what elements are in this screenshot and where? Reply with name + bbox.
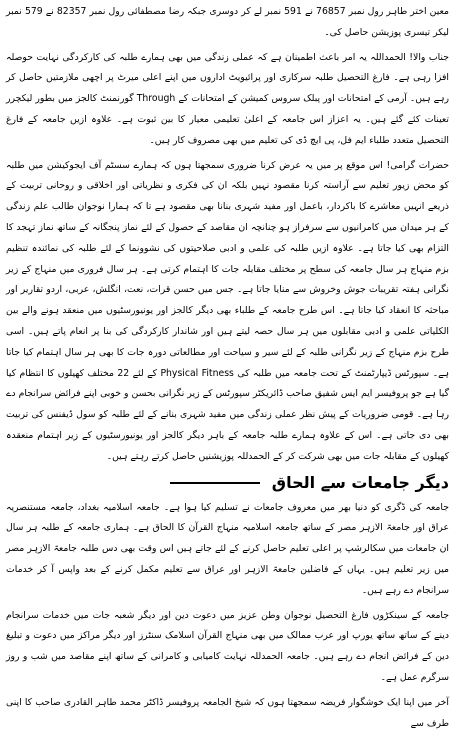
heading-underline [170,482,260,484]
paragraph: معین اختر طاہر رول نمبر 76857 نے 591 نمبر لے کر دوسری جبکہ رضا مصطفائی رول نمبر 82357 نے 579 نمبر لیکر تیسری پوزیشن حاصل کی۔ [6,6,449,38]
paragraph: آخر میں اپنا ایک خوشگوار فریضہ سمجھتا ہوں کہ شیخ الجامعہ پروفیسر ڈاکٹر محمد طاہر القادری صاحب کا اپنی طرف سے [6,696,449,729]
section-heading-text: دیگر جامعات سے الحاق [271,472,449,492]
paragraph: جناب والا! الحمداللہ یہ امر باعث اطمینان ہے کہ عملی زندگی میں بھی ہمارے طلبہ کی کارکردگی نہایت حوصلہ افزا رہی ہے۔ فارغ التحصیل طلبہ سرکاری اور پرائیویٹ اداروں میں اپنے اعلی میرٹ پر اچھی ملازمتیں حاصل کر رہے ہیں۔ آرمی کے امتحانات اور پبلک سروس کمیشن کے امتحانات کے Through گورنمنٹ کالجز میں بطور لیکچرر تعینات کئے گئے ہیں۔ یہ اعزاز اس جامعہ کے اعلیٰ تعلیمی معیار کا بین ثبوت ہے۔ علاوہ ازیں جامعہ کے فارغ التحصیل متعدد طلباء ایم فل، پی ایچ ڈی کی تعلیم میں بھی مصروف کار ہیں۔ [6,51,449,146]
paragraph: جامعہ کی ڈگری کو دنیا بھر میں معروف جامعات نے تسلیم کیا ہوا ہے۔ جامعہ اسلامیہ بغداد، جامعہ مستنصریہ عراق اور جامعۃ الازہر مصر کے ساتھ جامعہ اسلامیہ منہاج القرآن کا الحاق ہے۔ ہماری جامعہ کے طلبہ ہر سال ان جامعات میں سکالرشپ پر اعلی تعلیم حاصل کرنے کے لئے جاتے ہیں اس وقت بھی دس طلبہ جامعۃ الازہر مصر میں زیر تعلیم ہیں۔ یہاں کے فاضلین جامعۃ الازہر اور عراق سے تعلیم مکمل کرنے کے بعد واپس آ کر خدمات سرانجام دے رہے ہیں۔ [6,501,449,596]
paragraph: جامعہ کے سینکڑوں فارغ التحصیل نوجوان وطن عزیز میں دعوت دین اور دیگر شعبہ جات میں خدمات سرانجام دینے کے ساتھ ساتھ یورپ اور عرب ممالک میں بھی منہاج القرآن اسلامک سنٹرز اور دیگر مراکز میں دعوت و تبلیغ دین کے فرائض انجام دے رہے ہیں۔ جامعہ الحمدللہ نہایت کامیابی و کامرانی کے ساتھ اپنے مقاصد میں شب و روز سرگرم عمل ہے۔ [6,609,449,683]
section-heading [6,472,449,494]
paragraph: حضرات گرامی! اس موقع پر میں یہ عرض کرنا ضروری سمجھتا ہوں کہ ہمارے سسٹم آف ایجوکیشن میں طلبہ کو محض زیور تعلیم سے آراستہ کرنا مقصود نہیں بلکہ ان کی فکری و نظریاتی اور اخلاقی و روحانی تربیت کے ذریعے انہیں معاشرے کا باکردار، باعمل اور مفید شہری بنانا بھی مقصود ہے تا کہ ہمارا نوجوان طالب علم زندگی کے ہر میدان میں کامرانیوں سے سرفراز ہو چنانچہ ان مقاصد کے حصول کے لئے نماز پنجگانہ کے ساتھ نماز تہجد کا التزام بھی کیا جاتا ہے۔ علاوہ ازیں طلبہ کی علمی و ادبی صلاحیتوں کی نشوونما کے لئے طلبہ کی نمائندہ تنظیم بزم منہاج ہر سال جامعہ کی سطح پر مختلف مقابلہ جات کا اہتمام کرتی ہے۔ ہر سال فروری میں منہاج کے زیر نگرانی ہفتہ تقریبات جوش وخروش سے منایا جاتا ہے۔ جس میں حسن قرات، نعت، انگلش، عربی، اردو تقاریر اور مباحثہ کا انعقاد کیا جاتا ہے۔ اس طرح جامعہ کے طلباء بھی دیگر کالجز اور یونیورسٹیوں میں منعقد ہونے والے بین الکلیاتی علمی و ادبی مقابلوں میں ہر سال حصہ لیتے ہیں اور شاندار کارکردگی کی بنا پر انعام پاتے ہیں۔ اسی طرح بزم منہاج کے زیر نگرانی طلبہ کے لئے سیر و سیاحت اور مطالعاتی دورہ جات کا بھی ہر سال اہتمام کیا جاتا ہے۔ سپورٹس ڈیپارٹمنٹ کے تحت جامعہ میں طلبہ کی Physical Fitness کے لئے 22 مختلف کھیلوں کا انتظام کیا گیا ہے جو پروفیسر ایم ایس شفیق صاحب ڈائریکٹر سپورٹس کے زیر نگرانی بحسن و خوبی اپنے فرائض سرانجام دے رہا ہے۔ قومی ضروریات کے پیش نظر عملی زندگی میں مفید شہری بنانے کے لئے طلبہ کو سول ڈیفنس کی تربیت بھی دی جاتی ہے۔ اس کے علاوہ ہمارے طلبہ جامعہ کے باہر دیگر کالجز اور یونیورسٹیوں کے زیر اہتمام منعقدہ کھیلوں کے مقابلہ جات میں بھی شرکت کر کے الحمدللہ پوزیشنیں حاصل کرتے رہتے ہیں۔ [6,159,449,462]
